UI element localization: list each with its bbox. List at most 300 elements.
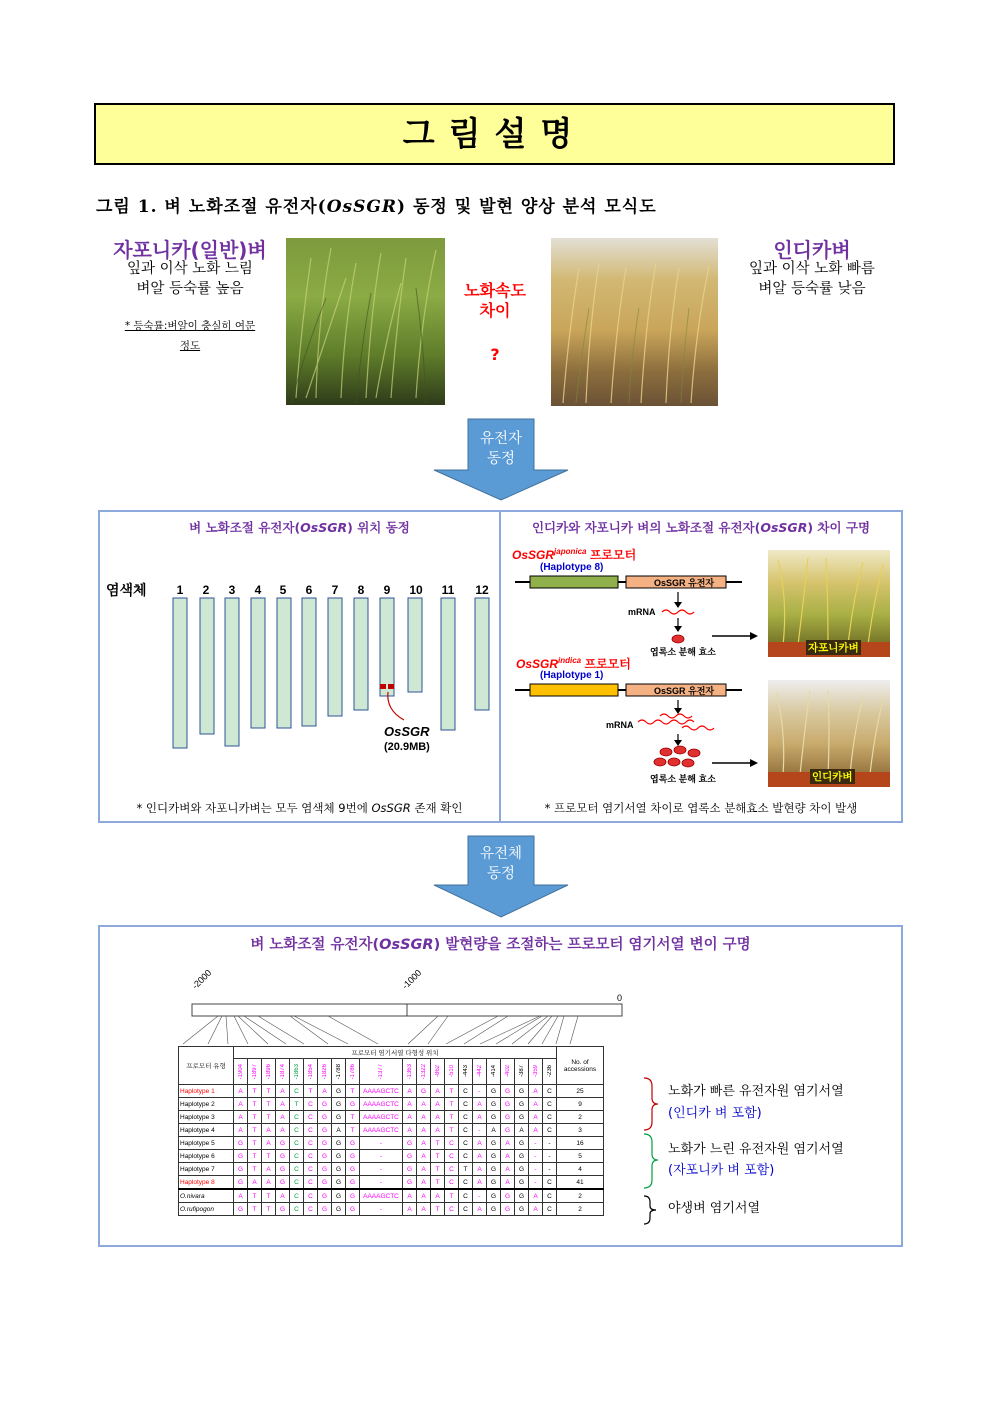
table-cell: A (403, 1111, 417, 1124)
table-cell: A (529, 1124, 543, 1137)
chromosome-number: 3 (228, 583, 236, 597)
japonica-promoter-label: OsSGR$^{japonica}$ 프로모터 (512, 547, 637, 562)
table-row (179, 1124, 604, 1137)
table-cell: G (501, 1189, 515, 1203)
gene-position: (20.9MB) (384, 741, 430, 753)
table-cell: A (417, 1137, 431, 1150)
table-cell: C (459, 1124, 473, 1137)
fast-aging-note: (인디카 벼 포함) (668, 1106, 762, 1121)
table-cell: C (445, 1150, 459, 1163)
position-header: -359 (529, 1059, 543, 1085)
table-cell: G (318, 1150, 332, 1163)
gene-box-label: OsSGR 유전자 (654, 686, 715, 696)
gene-label: OsSGR (384, 724, 430, 739)
table-cell: T (262, 1085, 276, 1098)
table-cell: T (248, 1203, 262, 1216)
table-cell: - (529, 1150, 543, 1163)
table-cell: - (360, 1137, 403, 1150)
left-panel-note: * 인디카벼와 자포니카벼는 모두 염색체 9번에 OsSGR 존재 확인 (136, 801, 463, 815)
position-header: -443 (459, 1059, 473, 1085)
table-cell: AAAAGCTC (360, 1085, 403, 1098)
table-cell: A (276, 1085, 290, 1098)
table-cell: C (445, 1163, 459, 1176)
table-cell: C (290, 1189, 304, 1203)
arrow1-label-1: 유전자 (479, 431, 523, 447)
table-cell: A (529, 1203, 543, 1216)
table-cell: G (234, 1163, 248, 1176)
japonica-title: 자포니카(일반)벼 (113, 238, 267, 262)
table-cell: C (304, 1150, 318, 1163)
table-cell: G (276, 1150, 290, 1163)
japonica-construct-diagram (510, 572, 760, 662)
table-cell: A (417, 1111, 431, 1124)
chromosome-number: 7 (331, 583, 339, 597)
accession-count: 16 (557, 1137, 604, 1150)
indica-desc-1: 잎과 이삭 노화 빠름 (749, 261, 875, 277)
chromosome-number: 9 (383, 583, 391, 597)
table-cell: A (529, 1085, 543, 1098)
chromosome-bar (441, 598, 455, 730)
table-cell: A (417, 1124, 431, 1137)
table-cell: C (304, 1189, 318, 1203)
accession-count: 2 (557, 1189, 604, 1203)
table-cell: A (262, 1124, 276, 1137)
chromosome-number: 2 (202, 583, 210, 597)
right-arrow-icon (710, 757, 760, 769)
position-header: -1863 (290, 1059, 304, 1085)
table-cell: G (487, 1150, 501, 1163)
chromosome-bar (380, 598, 394, 696)
table-cell: C (290, 1124, 304, 1137)
promoter-box (530, 684, 618, 696)
table-cell: A (318, 1085, 332, 1098)
position-header: -442 (473, 1059, 487, 1085)
table-cell: C (543, 1203, 557, 1216)
japonica-haplotype: (Haplotype 8) (540, 562, 604, 573)
table-cell: T (304, 1085, 318, 1098)
table-cell: G (515, 1098, 529, 1111)
right-panel-title: 인디카와 자포니카 벼의 노화조절 유전자(OsSGR) 차이 구명 (531, 520, 871, 535)
table-cell: A (417, 1098, 431, 1111)
table-cell: C (304, 1203, 318, 1216)
slow-aging-text: 노화가 느린 유전자원 염기서열 (668, 1142, 844, 1157)
table-cell: A (501, 1176, 515, 1190)
haplotype-name: Haplotype 5 (179, 1137, 234, 1150)
accession-count: 5 (557, 1150, 604, 1163)
chromosome-bar (251, 598, 265, 728)
chromosome-number: 5 (279, 583, 287, 597)
page-title: 그림설명 (94, 103, 895, 165)
haplotype-name: O.nivara (179, 1189, 234, 1203)
table-cell: G (346, 1098, 360, 1111)
table-cell: G (515, 1163, 529, 1176)
table-cell: C (304, 1176, 318, 1190)
table-cell: A (276, 1124, 290, 1137)
table-row (179, 1085, 604, 1098)
chromosome-bar (302, 598, 316, 726)
table-cell: C (290, 1203, 304, 1216)
position-header: -1854 (304, 1059, 318, 1085)
table-cell: C (543, 1189, 557, 1203)
table-cell: C (290, 1150, 304, 1163)
table-cell: C (459, 1137, 473, 1150)
table-cell: G (276, 1203, 290, 1216)
table-cell: G (346, 1176, 360, 1190)
slow-aging-note: (자포니카 벼 포함) (668, 1163, 775, 1178)
table-cell: T (445, 1098, 459, 1111)
table-cell: A (501, 1137, 515, 1150)
chromosome-number: 6 (305, 583, 313, 597)
position-header: -1786 (346, 1059, 360, 1085)
table-cell: C (290, 1111, 304, 1124)
table-cell: G (487, 1203, 501, 1216)
table-cell: G (501, 1124, 515, 1137)
table-row (179, 1163, 604, 1176)
gene-box-label: OsSGR 유전자 (654, 578, 715, 588)
accession-count: 41 (557, 1176, 604, 1190)
haplotype-name: Haplotype 7 (179, 1163, 234, 1176)
table-header: 프로모터 유형 (179, 1047, 234, 1085)
table-cell: C (304, 1111, 318, 1124)
table-cell: A (529, 1098, 543, 1111)
table-cell: C (543, 1176, 557, 1190)
table-cell: G (332, 1176, 346, 1190)
indica-title: 인디카벼 (773, 238, 851, 262)
table-cell: AAAAGCTC (360, 1111, 403, 1124)
table-cell: A (473, 1150, 487, 1163)
table-cell: T (290, 1098, 304, 1111)
table-cell: - (473, 1124, 487, 1137)
table-cell: A (262, 1137, 276, 1150)
table-cell: G (318, 1137, 332, 1150)
table-cell: - (529, 1163, 543, 1176)
table-cell: G (332, 1085, 346, 1098)
table-cell: G (487, 1098, 501, 1111)
aging-speed-label: 노화속도 (464, 281, 526, 300)
table-cell: C (304, 1137, 318, 1150)
table-cell: C (304, 1163, 318, 1176)
table-cell: G (515, 1137, 529, 1150)
position-header: -1826 (318, 1059, 332, 1085)
table-cell: A (515, 1124, 529, 1137)
table-cell: C (459, 1203, 473, 1216)
haplotype-name: Haplotype 6 (179, 1150, 234, 1163)
table-row (179, 1203, 604, 1216)
table-cell: G (276, 1163, 290, 1176)
table-cell: T (431, 1163, 445, 1176)
haplotype-name: Haplotype 2 (179, 1098, 234, 1111)
table-cell: G (501, 1111, 515, 1124)
promoter-box (530, 576, 618, 588)
table-cell: C (543, 1085, 557, 1098)
table-cell: A (262, 1176, 276, 1190)
table-cell: G (346, 1150, 360, 1163)
table-cell: T (248, 1098, 262, 1111)
table-cell: - (473, 1085, 487, 1098)
table-cell: G (515, 1111, 529, 1124)
table-cell: A (276, 1098, 290, 1111)
table-cell: G (318, 1124, 332, 1137)
chromosome-label: 염색체 (106, 582, 147, 598)
position-header: -402 (501, 1059, 515, 1085)
chromosome-bar (354, 598, 368, 710)
table-cell: G (346, 1163, 360, 1176)
table-cell: C (290, 1176, 304, 1190)
table-cell: C (304, 1124, 318, 1137)
table-cell: T (248, 1189, 262, 1203)
table-cell: A (248, 1176, 262, 1190)
table-caption: 프로모터 염기서열 다형성 위치 (234, 1047, 557, 1059)
table-cell: G (346, 1137, 360, 1150)
table-row (179, 1137, 604, 1150)
figure-caption: 그림 1. 벼 노화조절 유전자(OsSGR) 동정 및 발현 양상 분석 모식도 (96, 197, 657, 217)
japonica-note-1: * 등숙률:벼알이 충실히 여문 (124, 320, 256, 332)
table-cell: T (248, 1085, 262, 1098)
table-cell: C (459, 1111, 473, 1124)
position-header: -1896 (262, 1059, 276, 1085)
table-cell: T (346, 1124, 360, 1137)
scale-label: -2000 (190, 967, 214, 992)
table-cell: G (318, 1163, 332, 1176)
table-cell: T (248, 1150, 262, 1163)
table-cell: T (262, 1203, 276, 1216)
chromosome-bar (277, 598, 291, 728)
table-cell: T (445, 1085, 459, 1098)
table-cell: AAAAGCTC (360, 1124, 403, 1137)
chromosome-bar (328, 598, 342, 716)
arrow2-label-1: 유전체 (479, 846, 523, 862)
table-cell: A (403, 1124, 417, 1137)
table-cell: G (501, 1098, 515, 1111)
table-cell: A (417, 1163, 431, 1176)
table-row (179, 1189, 604, 1203)
table-cell: T (445, 1124, 459, 1137)
table-cell: G (515, 1150, 529, 1163)
position-header: -1904 (234, 1059, 248, 1085)
table-cell: A (276, 1189, 290, 1203)
japonica-field-photo (286, 238, 445, 405)
table-cell: C (445, 1176, 459, 1190)
table-cell: - (473, 1189, 487, 1203)
table-cell: A (417, 1150, 431, 1163)
table-cell: A (417, 1203, 431, 1216)
accession-count: 25 (557, 1085, 604, 1098)
accession-count: 2 (557, 1111, 604, 1124)
chromosome-number: 8 (357, 583, 365, 597)
table-row (179, 1150, 604, 1163)
table-cell: G (332, 1150, 346, 1163)
position-header: -1377 (360, 1059, 403, 1085)
table-cell: G (234, 1203, 248, 1216)
table-cell: A (501, 1163, 515, 1176)
indica-field-photo (551, 238, 718, 406)
mrna-label: mRNA (606, 720, 634, 730)
table-cell: A (403, 1203, 417, 1216)
table-cell: - (360, 1176, 403, 1190)
table-cell: G (487, 1163, 501, 1176)
position-header: -1897 (248, 1059, 262, 1085)
table-cell: G (417, 1085, 431, 1098)
table-cell: T (262, 1098, 276, 1111)
scale-label: 0 (617, 993, 623, 1003)
indica-pot-label: 인디카벼 (812, 771, 853, 783)
table-cell: A (473, 1098, 487, 1111)
table-cell: C (543, 1111, 557, 1124)
table-cell: C (290, 1085, 304, 1098)
position-header: -387 (515, 1059, 529, 1085)
table-cell: G (276, 1176, 290, 1190)
accession-count: 3 (557, 1124, 604, 1137)
table-cell: T (262, 1150, 276, 1163)
table-cell: G (515, 1189, 529, 1203)
table-cell: A (332, 1124, 346, 1137)
table-cell: A (529, 1189, 543, 1203)
brace-group-icon (640, 1076, 660, 1226)
table-cell: T (346, 1085, 360, 1098)
chromosome-bar (200, 598, 214, 734)
table-cell: A (501, 1150, 515, 1163)
table-cell: C (304, 1098, 318, 1111)
japonica-note-2: 정도 (179, 340, 201, 352)
table-cell: G (515, 1176, 529, 1190)
haplotype-name: Haplotype 3 (179, 1111, 234, 1124)
table-cell: G (403, 1137, 417, 1150)
table-cell: T (248, 1137, 262, 1150)
table-cell: A (234, 1189, 248, 1203)
table-cell: T (431, 1203, 445, 1216)
table-cell: AAAAGCTC (360, 1098, 403, 1111)
accession-count: 9 (557, 1098, 604, 1111)
table-cell: A (234, 1111, 248, 1124)
chromosome-bar (173, 598, 187, 748)
table-cell: A (262, 1163, 276, 1176)
table-cell: G (346, 1189, 360, 1203)
chromosome-bar (475, 598, 489, 710)
enzyme-label: 엽록소 분해 효소 (650, 774, 716, 784)
table-cell: T (262, 1111, 276, 1124)
position-header: -510 (445, 1059, 459, 1085)
table-cell: A (403, 1085, 417, 1098)
table-cell: A (487, 1124, 501, 1137)
table-cell: A (473, 1203, 487, 1216)
table-cell: G (318, 1189, 332, 1203)
haplotype-table-container (178, 1046, 604, 1216)
table-cell: A (431, 1085, 445, 1098)
table-cell: G (515, 1203, 529, 1216)
table-cell: A (234, 1124, 248, 1137)
table-cell: A (403, 1189, 417, 1203)
bottom-panel-title: 벼 노화조절 유전자(OsSGR) 발현량을 조절하는 프로모터 염기서열 변이 구명 (250, 937, 751, 953)
table-row (179, 1176, 604, 1190)
table-cell: - (360, 1203, 403, 1216)
table-cell: T (431, 1150, 445, 1163)
chromosome-diagram (160, 580, 500, 760)
table-cell: G (487, 1111, 501, 1124)
table-cell: T (431, 1176, 445, 1190)
table-cell: A (234, 1085, 248, 1098)
table-cell: G (318, 1203, 332, 1216)
indica-haplotype: (Haplotype 1) (540, 670, 604, 681)
table-cell: C (459, 1098, 473, 1111)
table-cell: A (529, 1111, 543, 1124)
chromosome-number: 12 (475, 583, 489, 597)
haplotype-table (178, 1046, 604, 1216)
table-cell: T (445, 1111, 459, 1124)
scale-label: -1000 (400, 967, 424, 992)
table-cell: G (332, 1189, 346, 1203)
wild-rice-text: 야생벼 염기서열 (668, 1201, 761, 1216)
chromosome-bar (408, 598, 422, 692)
table-cell: G (332, 1111, 346, 1124)
arrow1-label-2: 동정 (486, 451, 515, 467)
table-cell: G (403, 1150, 417, 1163)
table-cell: G (276, 1137, 290, 1150)
table-cell: G (515, 1085, 529, 1098)
table-cell: G (332, 1203, 346, 1216)
haplotype-name: O.rufipogon (179, 1203, 234, 1216)
indica-promoter-label: OsSGR$^{indica}$ 프로모터 (516, 656, 631, 671)
table-cell: T (262, 1189, 276, 1203)
table-cell: - (360, 1163, 403, 1176)
table-cell: G (403, 1163, 417, 1176)
table-cell: G (318, 1111, 332, 1124)
table-cell: T (248, 1124, 262, 1137)
table-cell: G (487, 1137, 501, 1150)
table-cell: T (445, 1189, 459, 1203)
table-cell: C (290, 1163, 304, 1176)
table-row (179, 1098, 604, 1111)
table-cell: T (346, 1111, 360, 1124)
japonica-desc-1: 잎과 이삭 노화 느림 (127, 261, 253, 277)
table-cell: A (234, 1098, 248, 1111)
fast-aging-text: 노화가 빠른 유전자원 염기서열 (668, 1084, 844, 1099)
accession-count: 2 (557, 1203, 604, 1216)
right-arrow-icon (710, 630, 760, 642)
table-cell: A (431, 1098, 445, 1111)
table-cell: A (431, 1111, 445, 1124)
table-cell: A (473, 1163, 487, 1176)
table-cell: - (543, 1137, 557, 1150)
table-cell: G (332, 1098, 346, 1111)
promoter-scale-diagram (178, 1000, 630, 1046)
position-header: -414 (487, 1059, 501, 1085)
table-cell: C (445, 1203, 459, 1216)
table-cell: A (417, 1176, 431, 1190)
mrna-label: mRNA (628, 607, 656, 617)
table-cell: A (417, 1189, 431, 1203)
chromosome-bar (225, 598, 239, 746)
table-cell: T (248, 1111, 262, 1124)
table-cell: C (459, 1150, 473, 1163)
table-cell: - (360, 1150, 403, 1163)
table-cell: C (459, 1189, 473, 1203)
table-cell: G (487, 1176, 501, 1190)
table-cell: C (459, 1176, 473, 1190)
table-cell: G (234, 1176, 248, 1190)
difference-label: 차이 (479, 301, 511, 320)
table-cell: A (276, 1111, 290, 1124)
table-cell: C (543, 1124, 557, 1137)
chromosome-number: 4 (254, 583, 262, 597)
table-cell: A (473, 1137, 487, 1150)
table-cell: G (487, 1189, 501, 1203)
position-header: -1322 (417, 1059, 431, 1085)
arrow2-label-2: 동정 (486, 866, 515, 882)
table-cell: T (248, 1163, 262, 1176)
haplotype-name: Haplotype 8 (179, 1176, 234, 1190)
table-cell: C (459, 1085, 473, 1098)
table-cell: T (459, 1163, 473, 1176)
